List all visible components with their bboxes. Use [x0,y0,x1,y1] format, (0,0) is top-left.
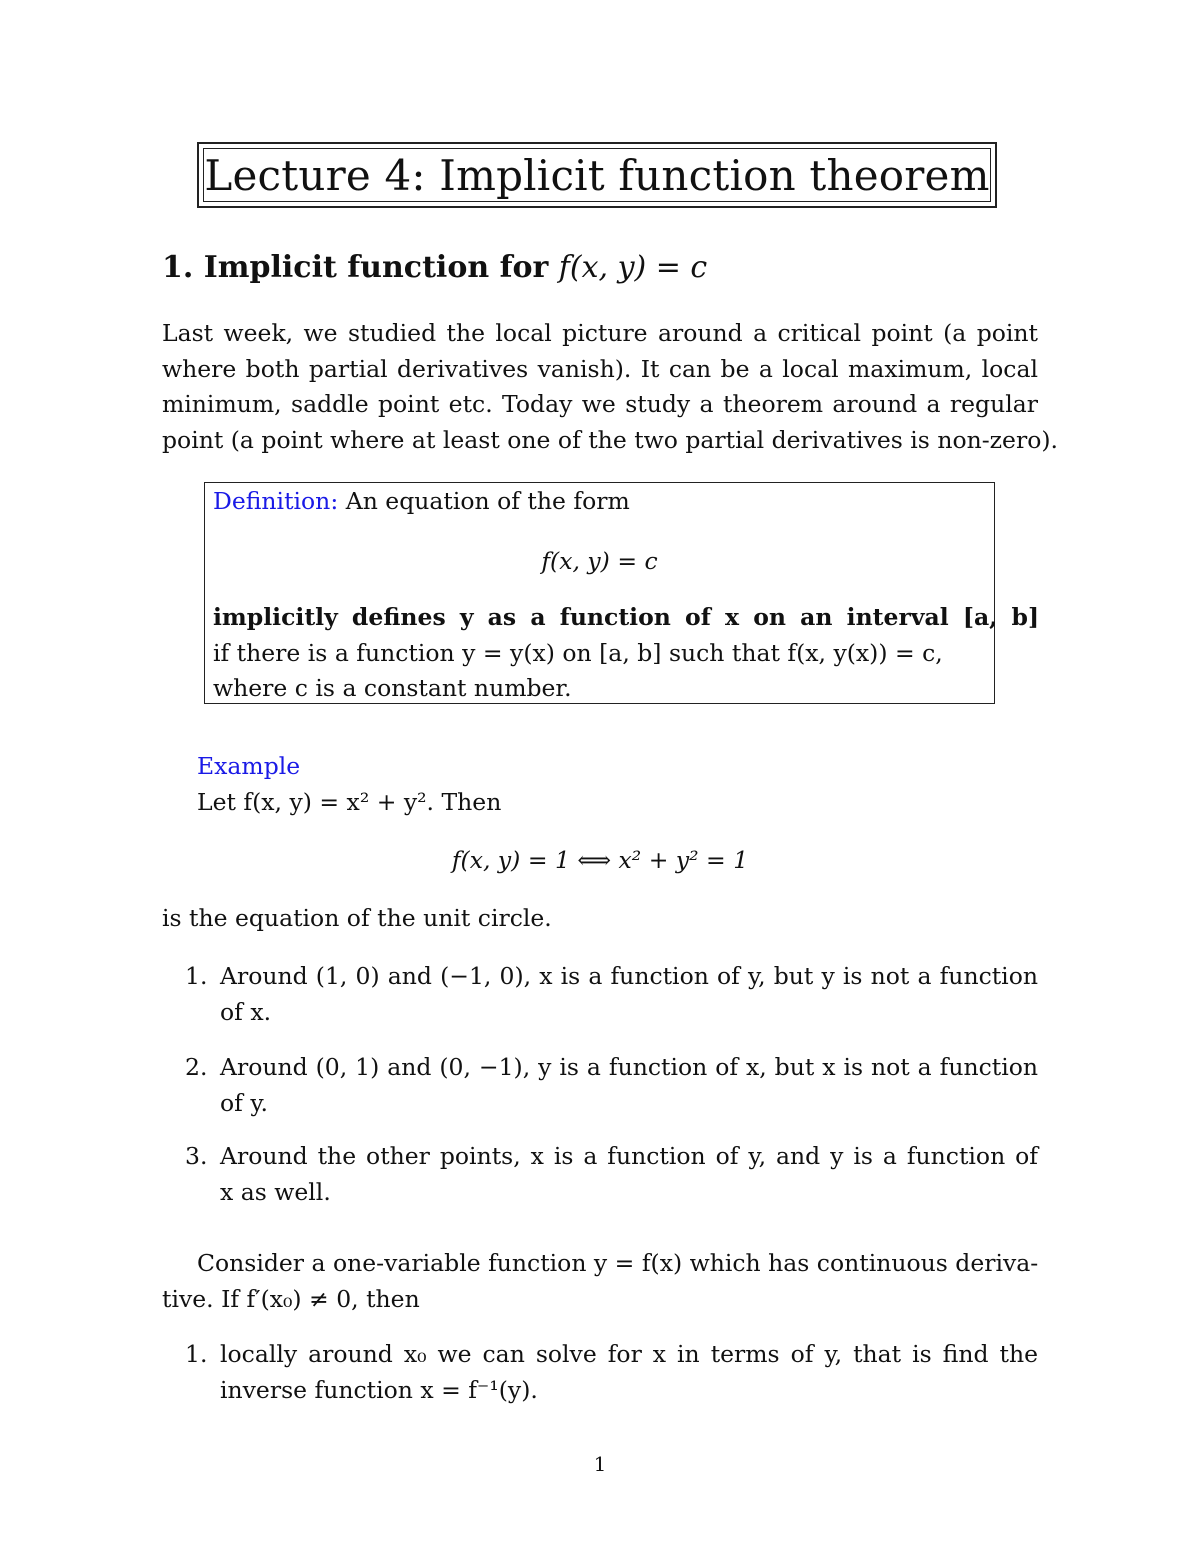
list-item [185,1050,1038,1121]
definition-line4: if there is a function y = y(x) on [a, b] such that f(x, y(x)) = c, [213,639,943,667]
list-number: 3. [185,1142,208,1170]
intro-paragraph [162,316,1058,458]
list-line: Around (0, 1) and (0, −1), y is a function of x, but x is not a function [220,1053,1038,1081]
intro-line: point (a point where at least one of the two partial derivatives is non-zero). [162,425,1058,454]
list-number: 1. [185,1340,208,1368]
consider-paragraph [162,1246,1038,1317]
intro-line: where both partial derivatives vanish). It can be a local maximum, local [162,354,1038,383]
intro-line: minimum, saddle point etc. Today we study a theorem around a regular [162,390,1038,418]
list-item [185,959,1038,1030]
list-number: 1. [185,962,208,990]
example-let-line: Let f(x, y) = x² + y². Then [197,788,502,816]
example-display-equation [0,846,1200,874]
example-label: Example [197,752,301,780]
definition-line3: implicitly defines y as a function of x on an interval [a, b] [213,603,1040,631]
section-heading-math: f(x, y) = c [558,250,708,285]
consider-line2: tive. If f′(x₀) ≠ 0, then [162,1284,420,1313]
lecture-title: Lecture 4: Implicit function theorem [203,148,991,202]
consider-line1: Consider a one-variable function y = f(x) which has continuous deriva- [197,1249,1039,1277]
definition-box [204,482,1040,704]
list-line: Around (1, 0) and (−1, 0), x is a function of y, but y is not a function [220,962,1038,990]
list-item [185,1337,1038,1408]
title-frame [197,142,997,208]
definition-line5: where c is a constant number. [213,674,572,702]
definition-label: Definition: [213,487,339,515]
section-heading-text: 1. Implicit function for [162,250,549,285]
example-display-text: f(x, y) = 1 ⟺ x² + y² = 1 [451,846,749,874]
definition-line1: An equation of the form [345,487,630,515]
section-heading [162,250,707,285]
intro-line: Last week, we studied the local picture around a critical point (a point [162,319,1038,347]
example-after-line: is the equation of the unit circle. [162,904,552,932]
definition-intro [213,487,986,515]
list-number: 2. [185,1053,208,1081]
list-line: locally around x₀ we can solve for x in terms of y, that is find the [220,1340,1038,1368]
page-number: 1 [593,1452,607,1476]
list-line: x as well. [220,1177,331,1206]
list-line: of y. [220,1088,268,1117]
list-line: Around the other points, x is a function of y, and y is a function of [220,1142,1038,1170]
list-line: inverse function x = f⁻¹(y). [220,1375,538,1404]
list-line: of x. [220,997,272,1026]
definition-equation [213,547,986,575]
definition-equation-text: f(x, y) = c [541,547,658,575]
list-item [185,1139,1038,1210]
